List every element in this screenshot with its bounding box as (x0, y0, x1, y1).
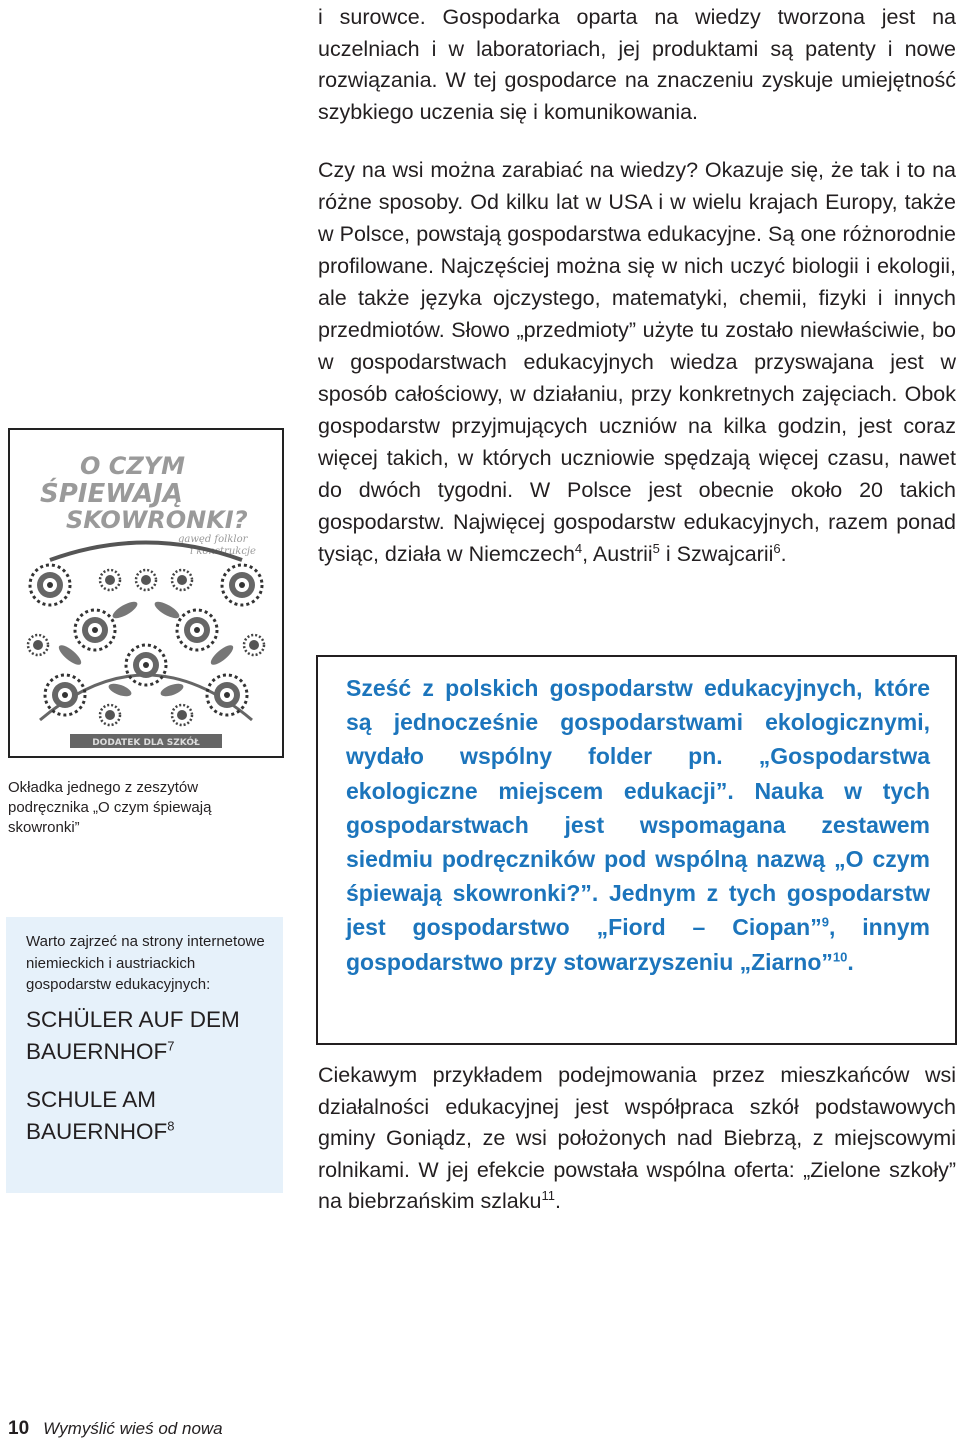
highlight-text-part: , innym gospodarstwo przy stowarzyszeniu „Ziarno” (346, 914, 930, 975)
website-link-schule-am-bauernhof[interactable] (26, 1084, 267, 1148)
website-name-line-2[interactable]: BAUERNHOF (26, 1118, 168, 1144)
website-name-line-1[interactable]: SCHÜLER AUF DEM (26, 1006, 240, 1032)
folk-papercut-illustration (10, 430, 282, 756)
website-name-line-2[interactable]: BAUERNHOF (26, 1038, 168, 1064)
sentence-end: . (554, 1189, 561, 1213)
paragraph-main (318, 154, 956, 570)
paragraph-bottom (318, 1060, 956, 1218)
cover-title-line-2: ŚPIEWAJĄ (40, 479, 183, 509)
country-switzerland: i Szwajcarii (659, 542, 774, 566)
page-number: 10 (8, 1418, 30, 1439)
paragraph-top: i surowce. Gospodarka oparta na wiedzy tworzona jest na uczelniach i w laboratoriach, jej produktami są patenty i nowe rozwiązania. W tej gospodarce na znaczeniu zyskuje umiejętność szybkiego uczenia się i komunikowania. (318, 5, 956, 124)
book-cover-image (8, 428, 284, 758)
country-austria: , Austrii (582, 542, 653, 566)
highlight-text-part: Sześć z polskich gospodarstw edukacyjnych, które są jednocześnie gospodarstwami ekologicznymi, wydało wspólny folder pn. „Gospodarstwa ekologiczne miejscem edukacji”. Nauka w tych gospodarstwach jest wspomagana zestawem siedmiu podręczników pod wspólną nazwą „O czym śpiewają skowronki?”. Jednym z tych gospodarstw jest gospodarstwo „Fiord – Ciopan” (346, 675, 930, 941)
website-link-schueler-auf-dem-bauernhof[interactable] (26, 1004, 267, 1068)
footnote-ref: 10 (832, 948, 848, 964)
info-box-links (6, 917, 283, 1193)
cover-caption: Okładka jednego z zeszytów podręcznika „O czym śpiewają skowronki” (8, 779, 212, 836)
paragraph-bottom-text: Ciekawym przykładem podejmowania przez mieszkańców wsi działalności edukacyjnej jest współpraca szkół podstawowych gminy Goniądz, ze wsi położonych nad Biebrzą, z miejscowymi rolnikami. W jej efekcie powstała wspólna oferta: „Zielone szkoły” na biebrzańskim szlaku (318, 1063, 956, 1213)
highlight-text (346, 671, 930, 979)
footnote-ref: 6 (773, 540, 781, 556)
footnote-ref: 11 (541, 1187, 555, 1203)
highlight-box (316, 655, 957, 1045)
cover-subtitle-2: i konstrukcje (190, 546, 256, 557)
info-box-intro: Warto zajrzeć na strony internetowe niemieckich i austriackich gospodarstw edukacyjnych: (26, 933, 265, 993)
cover-subtitle-1: gawęd folklor (178, 534, 248, 545)
footnote-ref: 7 (167, 1038, 175, 1053)
cover-title-line-1: O CZYM (80, 452, 186, 480)
cover-bottom-strip: DODATEK DLA SZKÓŁ (92, 738, 200, 748)
footnote-ref: 8 (167, 1118, 175, 1133)
highlight-text-end: . (847, 948, 854, 975)
cover-title-line-3: SKOWRONKI? (66, 506, 248, 534)
publication-title: Wymyślić wieś od nowa (43, 1419, 223, 1438)
country-germany: Niemczech (468, 542, 575, 566)
page-footer (8, 1416, 223, 1442)
website-name-line-1[interactable]: SCHULE AM (26, 1086, 157, 1112)
footnote-ref: 4 (574, 540, 583, 556)
paragraph-main-text: Czy na wsi można zarabiać na wiedzy? Okazuje się, że tak i to na różne sposoby. Od kilku lat w USA i w wielu krajach Europy, także w Polsce, powstają gospodarstwa edukacyjne. Są one różnorodnie profilowane. Najczęściej można się w nich uczyć biologii i ekologii, ale także języka ojczystego, matematyki, chemii, fizyki i innych przedmiotów. Słowo „przedmioty” użyte tu zostało niewłaściwie, bo w gospodarstwach edukacyjnych wiedza przyswajana jest w sposób całościowy, w działaniu, przy konkretnych zajęciach. Obok gospodarstw przyjmujących uczniów na kilka godzin, jest coraz więcej takich, w których uczniowie spędzają więcej czasu, nawet do dwóch tygodni. W Polsce jest obecnie około 20 takich gospodarstw. Najwięcej gospodarstw edukacyjnych, razem ponad tysiąc, działa w (318, 158, 956, 566)
footnote-ref: 5 (652, 540, 660, 556)
footnote-ref: 9 (821, 914, 829, 930)
sentence-end: . (780, 542, 787, 566)
